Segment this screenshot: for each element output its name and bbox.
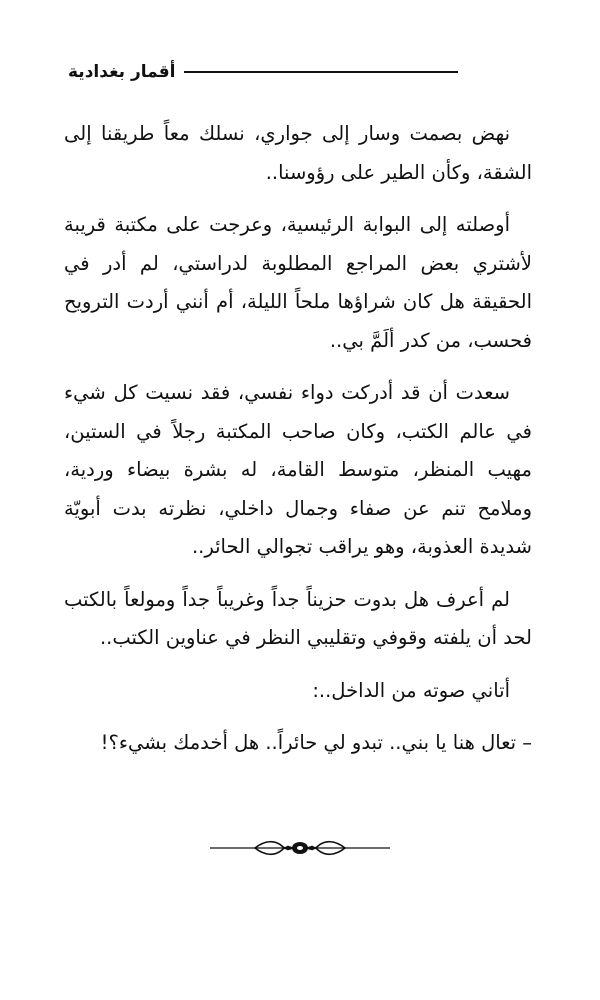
paragraph-6: – تعال هنا يا بني.. تبدو لي حائراً.. هل أخدمك بشيء؟! (100, 731, 532, 754)
body-text (64, 115, 532, 777)
decorative-divider-icon (210, 836, 390, 860)
paragraph-5: أتاني صوته من الداخل..: (312, 678, 510, 702)
paragraph-4: لم أعرف هل بدوت حزيناً جداً وغريباً جداً ومولعاً بالكتب لحد أن يلفته وقوفي وتقليبي النظر في عناوين الكتب.. (64, 587, 532, 649)
header-rule (184, 71, 459, 73)
running-header (68, 54, 458, 90)
header-title: أقمار بغدادية (68, 62, 176, 82)
paragraph-1: نهض بصمت وسار إلى جواري، نسلك معاً طريقنا إلى الشقة، وكأن الطير على رؤوسنا.. (64, 122, 532, 184)
paragraph-2: أوصلته إلى البوابة الرئيسية، وعرجت على مكتبة قريبة لأشتري بعض المراجع المطلوبة لدراستي، لم أدر في الحقيقة هل كان شراؤها ملحاً الليلة، أم أنني أردت الترويح فحسب، من كدر ألَمَّ بي.. (64, 213, 532, 352)
paragraph-3: سعدت أن قد أدركت دواء نفسي، فقد نسيت كل شيء في عالم الكتب، وكان صاحب المكتبة رجلاً في الستين، مهيب المنظر، متوسط القامة، له بشرة بيضاء وردية، وملامح تنم عن صفاء وجمال داخلي، نظرته بدت أبويّة شديدة العذوبة، وهو يراقب تجوالي الحائر.. (64, 381, 532, 558)
